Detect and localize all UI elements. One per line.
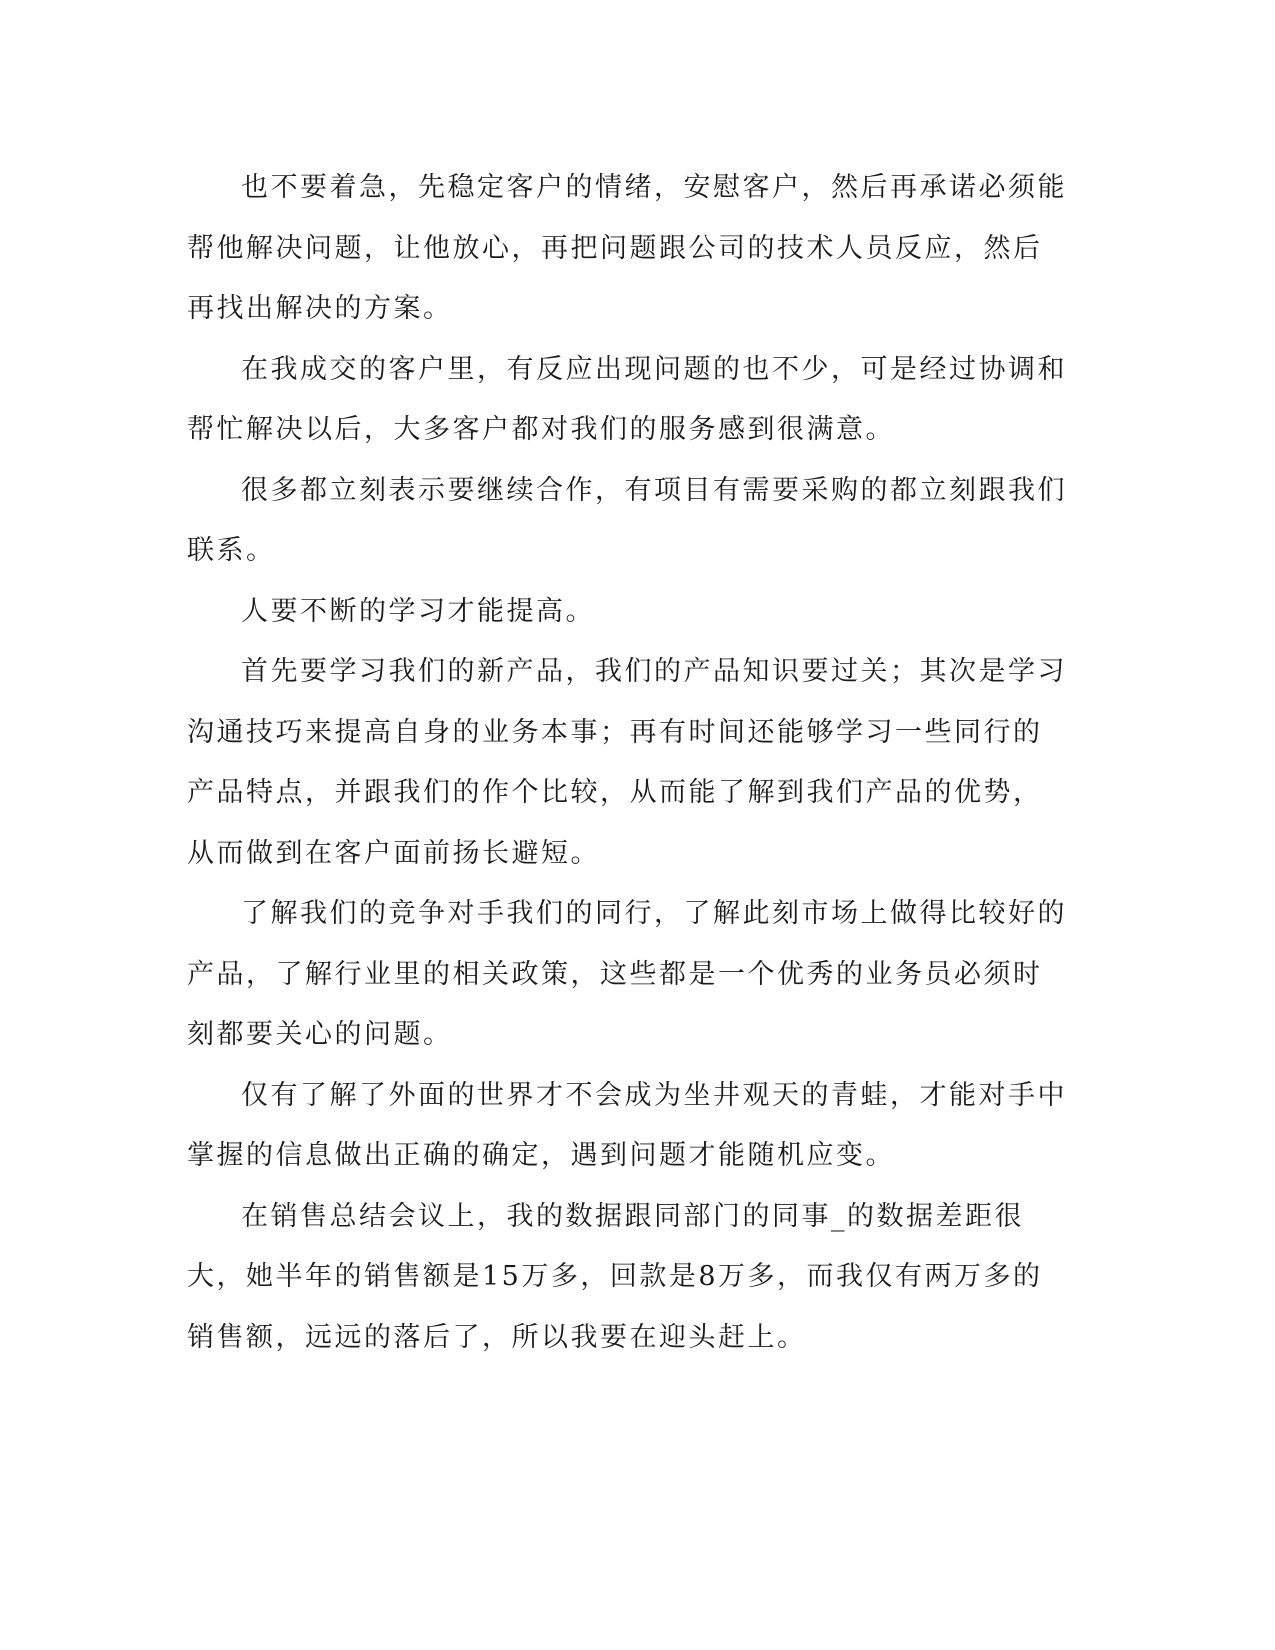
paragraph: 首先要学习我们的新产品，我们的产品知识要过关；其次是学习沟通技巧来提高自身的业务本事；再有时间还能够学习一些同行的产品特点，并跟我们的作个比较，从而能了解到我们产品的优势，从而做到在客户面前扬长避短。 [187, 656, 1067, 869]
paragraph: 仅有了解了外面的世界才不会成为坐井观天的青蛙，才能对手中掌握的信息做出正确的确定，遇到问题才能随机应变。 [187, 1079, 1067, 1171]
paragraph: 了解我们的竞争对手我们的同行，了解此刻市场上做得比较好的产品，了解行业里的相关政策，这些都是一个优秀的业务员必须时刻都要关心的问题。 [187, 898, 1067, 1050]
paragraph: 也不要着急，先稳定客户的情绪，安慰客户，然后再承诺必须能帮他解决问题，让他放心，再把问题跟公司的技术人员反应，然后再找出解决的方案。 [187, 172, 1067, 324]
paragraph: 人要不断的学习才能提高。 [241, 595, 595, 627]
paragraph: 很多都立刻表示要继续合作，有项目有需要采购的都立刻跟我们联系。 [187, 474, 1067, 566]
paragraph: 在销售总结会议上，我的数据跟同部门的同事_的数据差距很大，她半年的销售额是15万多，回款是8万多，而我仅有两万多的销售额，远远的落后了，所以我要在迎头赶上。 [187, 1200, 1043, 1353]
document-body [187, 158, 1067, 1368]
paragraph: 在我成交的客户里，有反应出现问题的也不少，可是经过协调和帮忙解决以后，大多客户都对我们的服务感到很满意。 [187, 353, 1067, 445]
